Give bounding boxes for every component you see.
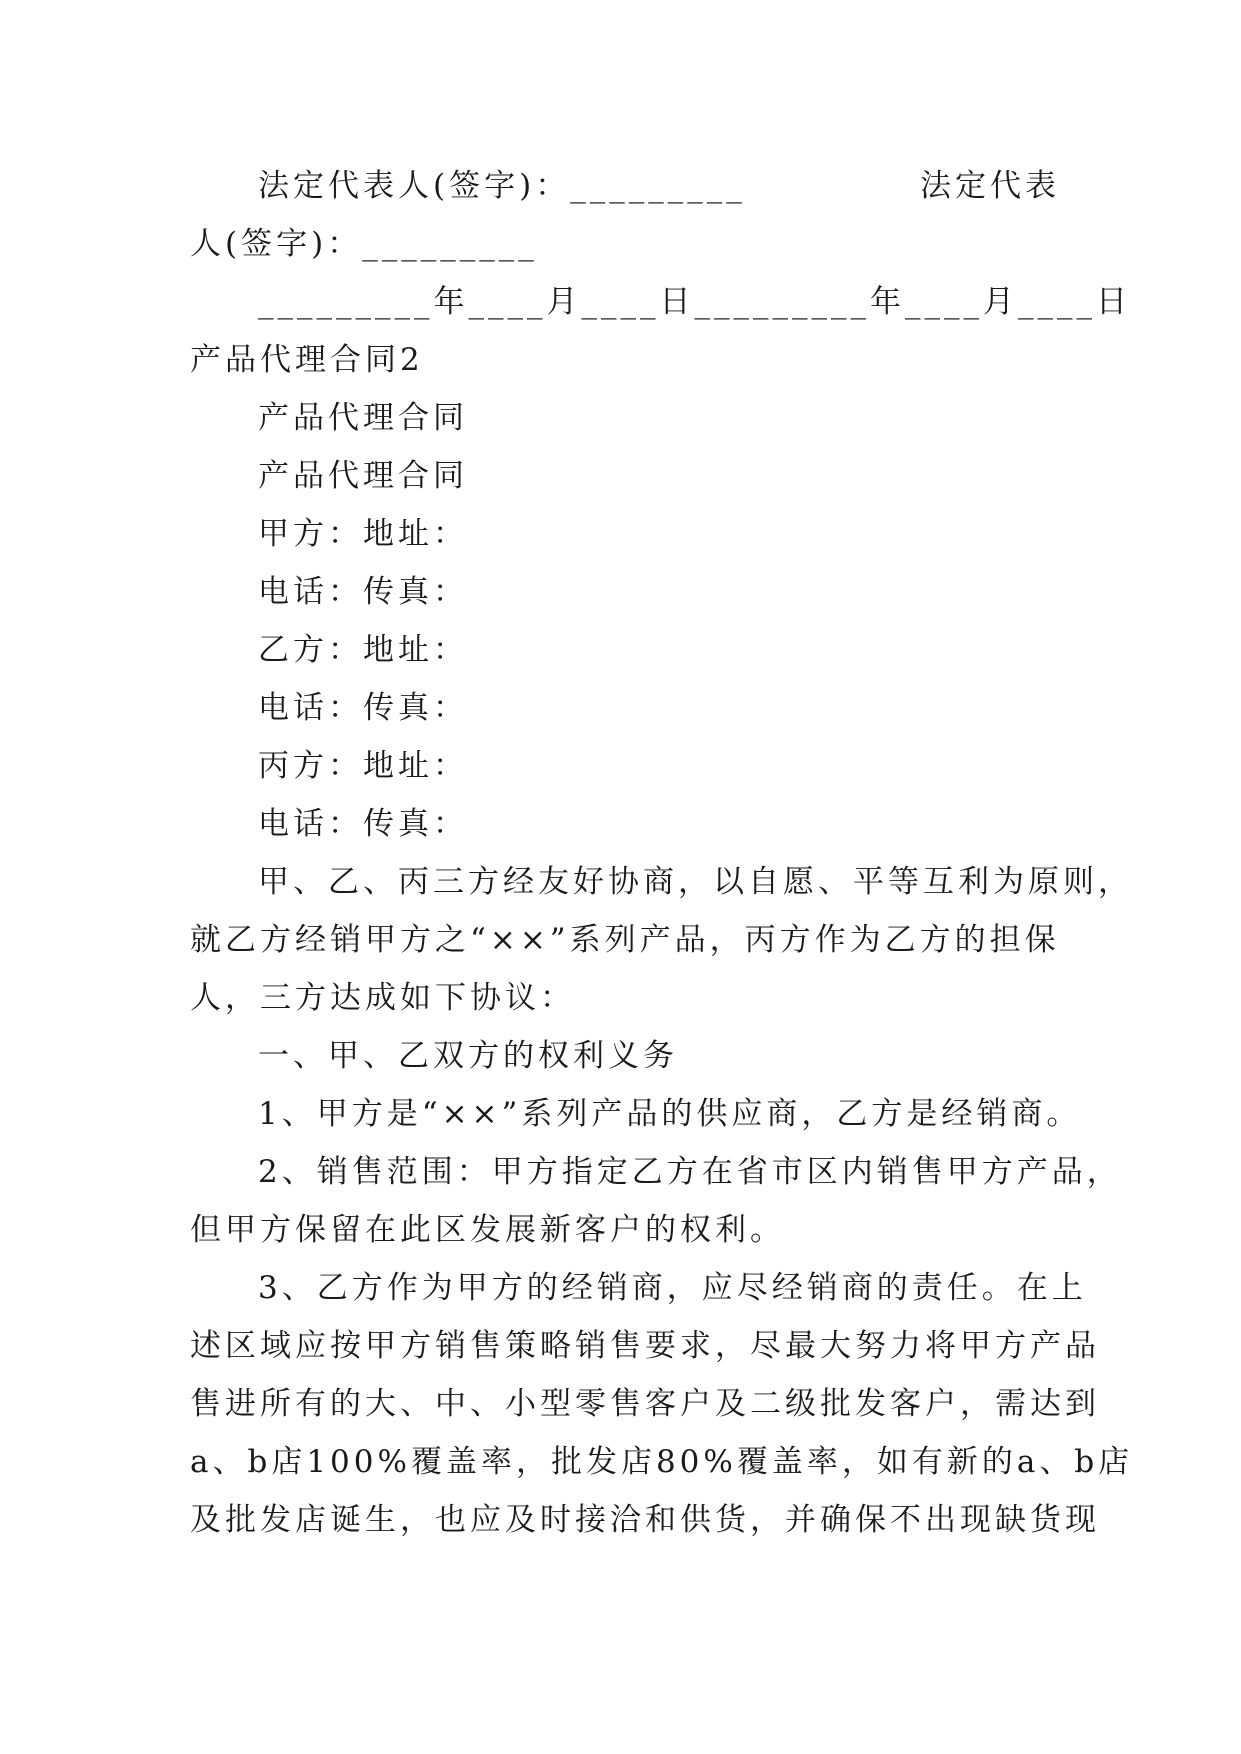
clause-2-continued: 但甲方保留在此区发展新客户的权利。 xyxy=(190,1212,785,1248)
clause-3-continued: 述区域应按甲方销售策略销售要求，尽最大努力将甲方产品 xyxy=(190,1328,1100,1364)
date-line: _________年____月____日_________年____月____日 xyxy=(258,284,1131,320)
party-c-address: 丙方：地址： xyxy=(258,748,468,784)
party-b-address: 乙方：地址： xyxy=(258,632,468,668)
contract-title: 产品代理合同 xyxy=(258,400,468,436)
party-b-phone-fax: 电话：传真： xyxy=(258,690,468,726)
article-heading: 一、甲、乙双方的权利义务 xyxy=(258,1038,678,1074)
signature-line-party-b-start: 法定代表 xyxy=(920,168,1060,204)
party-c-phone-fax: 电话：传真： xyxy=(258,806,468,842)
signature-line-party-b-end: 人(签字)：_________ xyxy=(190,226,538,262)
party-a-address: 甲方：地址： xyxy=(258,516,468,552)
signature-line-party-a: 法定代表人(签字)：_________ xyxy=(258,168,746,204)
clause-3-continued: 售进所有的大、中、小型零售客户及二级批发客户，需达到 xyxy=(190,1386,1100,1422)
preamble-line: 人，三方达成如下协议： xyxy=(190,980,575,1016)
preamble-line: 就乙方经销甲方之“××”系列产品，丙方作为乙方的担保 xyxy=(190,922,1060,958)
preamble-line: 甲、乙、丙三方经友好协商，以自愿、平等互利为原则， xyxy=(258,864,1133,900)
clause-1: 1、甲方是“××”系列产品的供应商，乙方是经销商。 xyxy=(258,1096,1082,1132)
clause-2: 2、销售范围：甲方指定乙方在省市区内销售甲方产品， xyxy=(258,1154,1122,1190)
clause-3-continued: 及批发店诞生，也应及时接洽和供货，并确保不出现缺货现 xyxy=(190,1502,1100,1538)
party-a-phone-fax: 电话：传真： xyxy=(258,574,468,610)
clause-3-continued: a、b店100%覆盖率，批发店80%覆盖率，如有新的a、b店 xyxy=(190,1444,1134,1480)
section-heading: 产品代理合同2 xyxy=(190,342,424,378)
contract-title: 产品代理合同 xyxy=(258,458,468,494)
clause-3: 3、乙方作为甲方的经销商，应尽经销商的责任。在上 xyxy=(258,1270,1087,1306)
